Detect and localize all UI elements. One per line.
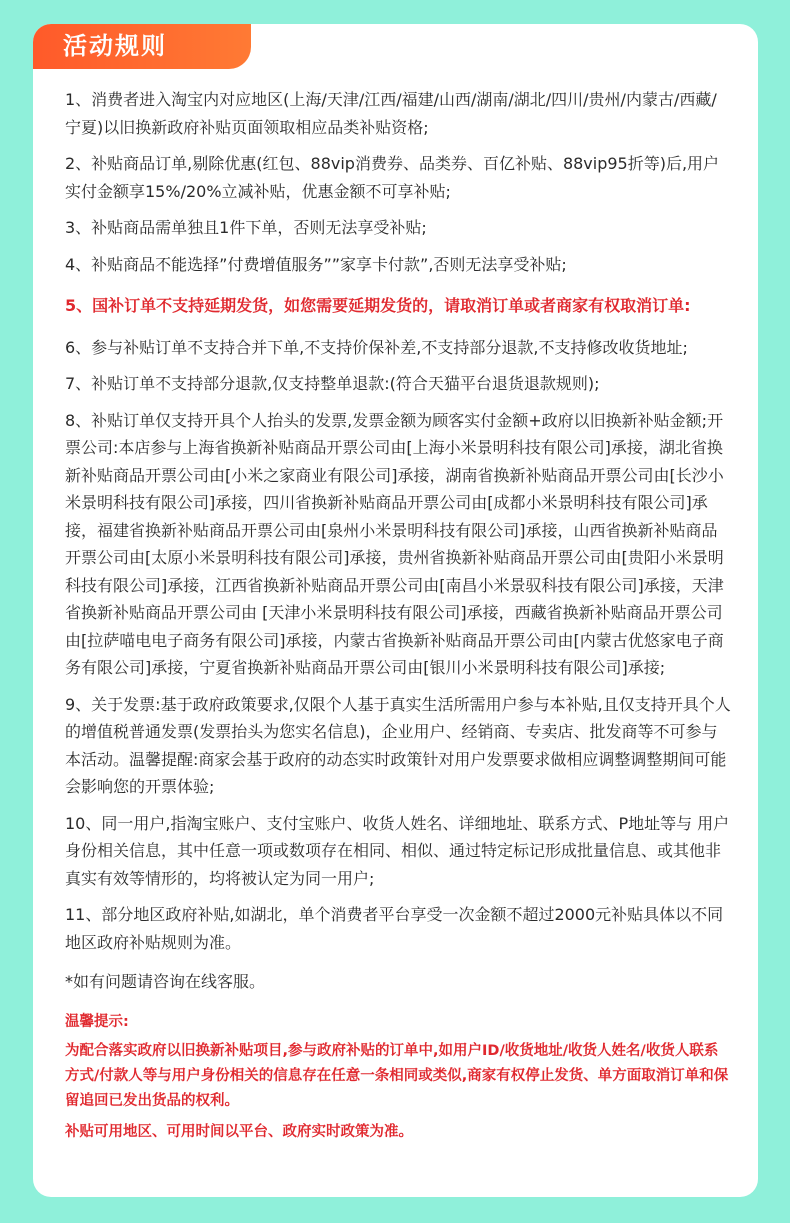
warm-tips-title: 温馨提示:	[65, 1013, 129, 1030]
customer-service-note: *如有问题请咨询在线客服。	[65, 972, 266, 991]
rule-1: 1、消费者进入淘宝内对应地区(上海/天津/江西/福建/山西/湖南/湖北/四川/贵州/内蒙古/西藏/宁夏)以旧换新政府补贴页面领取相应品类补贴资格;	[65, 90, 717, 137]
rule-7: 7、补贴订单不支持部分退款,仅支持整单退款:(符合天猫平台退货退款规则);	[65, 374, 600, 393]
rule-11: 11、部分地区政府补贴,如湖北，单个消费者平台享受一次金额不超过2000元补贴具体以不同地区政府补贴规则为准。	[65, 905, 724, 952]
rule-2: 2、补贴商品订单,剔除优惠(红包、88vip消费券、品类券、百亿补贴、88vip95折等)后,用户实付金额享15%/20%立减补贴，优惠金额不可享补贴;	[65, 154, 720, 201]
warm-tips-paragraph-2: 补贴可用地区、可用时间以平台、政府实时政策为准。	[65, 1123, 413, 1140]
rule-10: 10、同一用户,指淘宝账户、支付宝账户、收货人姓名、详细地址、联系方式、P地址等与 用户身份相关信息，其中任意一项或数项存在相同、相似、通过特定标记形成批量信息、或其他非真实有效等情形的，均将被认定为同一用户;	[65, 813, 730, 888]
page-title: 活动规则	[33, 24, 251, 69]
rule-9: 9、关于发票:基于政府政策要求,仅限个人基于真实生活所需用户参与本补贴,且仅支持开具个人的增值税普通发票(发票抬头为您实名信息)，企业用户、经销商、专卖店、批发商等不可参与本活动。温馨提醒:商家会基于政府的动态实时政策针对用户发票要求做相应调整调整期间可能会影响您的开票体验;	[65, 694, 731, 796]
rule-5-highlight: 5、国补订单不支持延期发货，如您需要延期发货的，请取消订单或者商家有权取消订单:	[65, 296, 691, 315]
rules-card	[33, 24, 758, 1197]
rule-4: 4、补贴商品不能选择”付费增值服务””家享卡付款”,否则无法享受补贴;	[65, 254, 567, 274]
rule-3: 3、补贴商品需单独且1件下单，否则无法享受补贴;	[65, 218, 427, 237]
rule-6: 6、参与补贴订单不支持合并下单,不支持价保补差,不支持部分退款,不支持修改收货地址;	[65, 337, 688, 357]
warm-tips-paragraph-1: 为配合落实政府以旧换新补贴项目,参与政府补贴的订单中,如用户ID/收货地址/收货人姓名/收货人联系方式/付款人等与用户身份相关的信息存在任意一条相同或类似,商家有权停止发货、单方面取消订单和保留追回已发出货品的权利。	[65, 1042, 729, 1109]
rule-8: 8、补贴订单仅支持开具个人抬头的发票,发票金额为顾客实付金额+政府以旧换新补贴金额;开票公司:本店参与上海省换新补贴商品开票公司由[上海小米景明科技有限公司]承接，湖北省换新补贴商品开票公司由[小米之家商业有限公司]承接，湖南省换新补贴商品开票公司由[长沙小米景明科技有限公司]承接，四川省换新补贴商品开票公司由[成都小米景明科技有限公司]承接，福建省换新补贴商品开票公司由[泉州小米景明科技有限公司]承接，山西省换新补贴商品开票公司由[太原小米景明科技有限公司]承接，贵州省换新补贴商品开票公司由[贵阳小米景明科技有限公司]承接，江西省换新补贴商品开票公司由[南昌小米景驭科技有限公司]承接，天津省换新补贴商品开票公司由 [天津小米景明科技有限公司]承接，西藏省换新补贴商品开票公司由[拉萨喵电电子商务有限公司]承接，内蒙古省换新补贴商品开票公司由[内蒙古优悠家电子商务有限公司]承接，宁夏省换新补贴商品开票公司由[银川小米景明科技有限公司]承接;	[65, 410, 724, 677]
warm-tips	[65, 1010, 732, 1145]
